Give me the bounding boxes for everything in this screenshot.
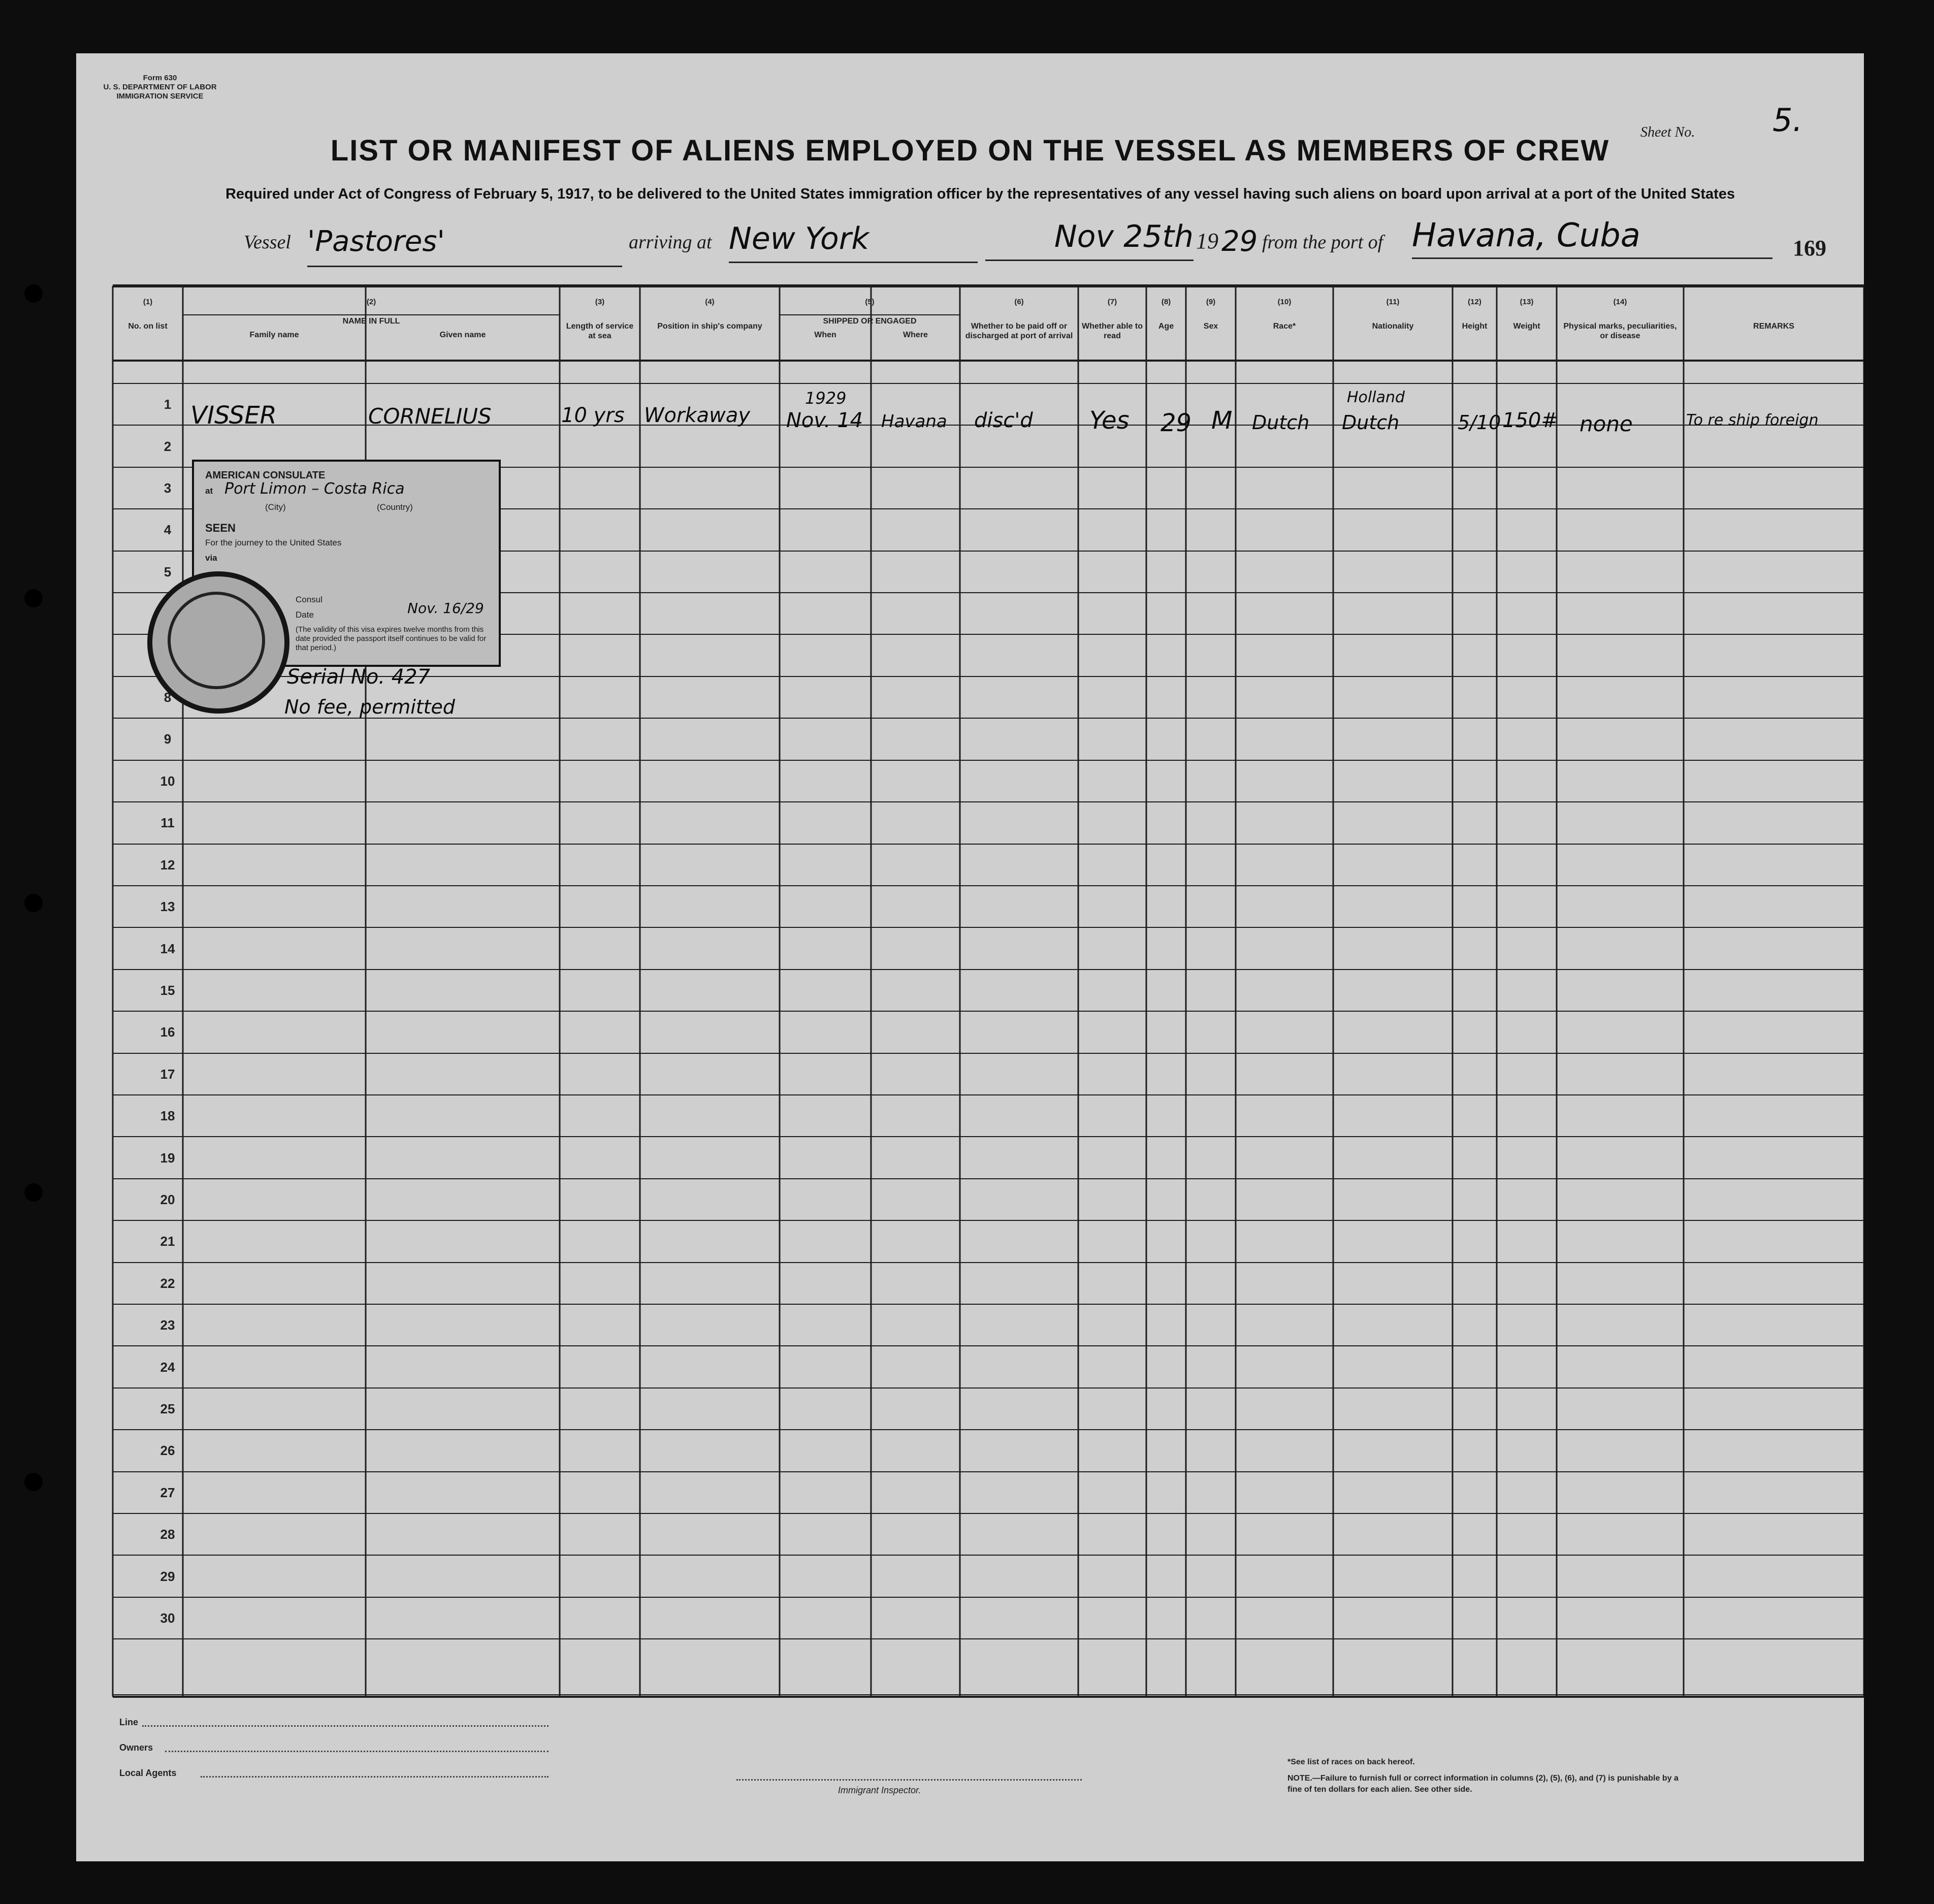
local-agents-field xyxy=(201,1776,549,1778)
column-number: (4) xyxy=(705,298,715,306)
column-number: (9) xyxy=(1206,298,1216,306)
owners-field xyxy=(165,1751,549,1752)
consul-label: Consul xyxy=(296,595,323,604)
row-number: 18 xyxy=(160,1108,175,1123)
via-label: via xyxy=(205,553,217,563)
inspector-field xyxy=(736,1779,1082,1781)
row-number: 24 xyxy=(160,1360,175,1375)
local-agents-label: Local Agents xyxy=(119,1768,177,1778)
column-number: (6) xyxy=(1014,298,1024,306)
sheet-number-value: 5. xyxy=(1772,102,1803,139)
nationality-cell: Dutch xyxy=(1342,411,1400,434)
column-number: (5) xyxy=(865,298,875,306)
consular-seal-icon xyxy=(147,571,289,714)
column-header: Age xyxy=(1158,322,1174,331)
row-number: 29 xyxy=(160,1569,175,1584)
column-number: (14) xyxy=(1613,298,1627,306)
for-journey-line: For the journey to the United States xyxy=(205,538,342,547)
serial-number: Serial No. 427 xyxy=(287,665,431,689)
row-number: 3 xyxy=(164,480,172,496)
column-number: (7) xyxy=(1107,298,1117,306)
column-header: No. on list xyxy=(128,322,168,331)
row-number: 1 xyxy=(164,397,172,412)
form-number: Form 630 xyxy=(143,74,177,82)
column-number: (10) xyxy=(1277,298,1292,306)
service-label: IMMIGRATION SERVICE xyxy=(116,92,204,101)
from-port-label: from the port of xyxy=(1262,232,1383,253)
column-header: Sex xyxy=(1203,322,1218,331)
row-number: 10 xyxy=(160,773,175,789)
binder-hole xyxy=(24,284,43,303)
paid-off-cell: disc'd xyxy=(974,409,1033,432)
column-header: Whether able to read xyxy=(1081,322,1143,340)
arriving-label: arriving at xyxy=(629,232,712,253)
when-year-cell: 1929 xyxy=(805,389,847,408)
page-number: 169 xyxy=(1793,236,1826,261)
row-number: 16 xyxy=(160,1024,175,1040)
column-header: REMARKS xyxy=(1753,322,1794,331)
arrival-date: Nov 25th xyxy=(985,219,1194,261)
stamp-city: Port Limon – Costa Rica xyxy=(224,480,405,498)
column-number: (8) xyxy=(1161,298,1171,306)
seen-label: SEEN xyxy=(205,522,236,534)
row-number: 20 xyxy=(160,1192,175,1207)
weight-cell: 150# xyxy=(1502,409,1558,432)
height-cell: 5/10 xyxy=(1458,411,1501,434)
column-header: Position in ship's company xyxy=(657,322,762,331)
vessel-name: 'Pastores' xyxy=(307,225,622,267)
family-name-cell: VISSER xyxy=(190,401,277,430)
consulate-heading: AMERICAN CONSULATE xyxy=(205,470,326,481)
column-header: Height xyxy=(1462,322,1488,331)
sheet-number-label: Sheet No. xyxy=(1640,124,1695,140)
column-header: Race* xyxy=(1273,322,1296,331)
column-number: (11) xyxy=(1386,298,1400,306)
given-name-cell: CORNELIUS xyxy=(368,404,492,429)
column-header: SHIPPED OR ENGAGED xyxy=(823,317,917,326)
city-label: (City) xyxy=(265,502,286,512)
row-number: 28 xyxy=(160,1527,175,1542)
row-number: 19 xyxy=(160,1150,175,1166)
read-cell: Yes xyxy=(1089,406,1130,435)
row-number: 25 xyxy=(160,1401,175,1416)
column-number: (2) xyxy=(366,298,376,306)
race-cell: Dutch xyxy=(1252,411,1310,434)
binder-hole xyxy=(24,1183,43,1202)
age-cell: 29 xyxy=(1161,409,1192,437)
stamp-date-value: Nov. 16/29 xyxy=(407,600,484,617)
row-number: 30 xyxy=(160,1610,175,1626)
column-header: Nationality xyxy=(1372,322,1414,331)
department-label: U. S. DEPARTMENT OF LABOR xyxy=(103,83,217,91)
column-header: Length of service at sea xyxy=(566,322,634,340)
column-number: (12) xyxy=(1468,298,1481,306)
arrival-port: New York xyxy=(729,221,978,263)
remarks-cell: To re ship foreign xyxy=(1686,411,1819,429)
row-number: 2 xyxy=(164,439,172,454)
country-label: (Country) xyxy=(377,502,413,512)
where-cell: Havana xyxy=(881,411,947,432)
year-suffix: 29 xyxy=(1221,225,1258,258)
line-label: Line xyxy=(119,1717,139,1727)
column-header: Whether to be paid off or discharged at port of arrival xyxy=(965,322,1073,340)
row-number: 9 xyxy=(164,731,172,747)
subcolumn-header-when: When xyxy=(814,331,836,339)
binder-hole xyxy=(24,1473,43,1491)
penalty-note: NOTE.—Failure to furnish full or correct information in columns (2), (5), (6), and (7) is punishable by a fine of ten dollars for each alien. See other side. xyxy=(1287,1774,1679,1794)
inspector-label: Immigrant Inspector. xyxy=(838,1785,921,1795)
when-cell: Nov. 14 xyxy=(786,409,863,432)
row-number: 15 xyxy=(160,983,175,998)
row-number: 27 xyxy=(160,1485,175,1500)
row-number: 17 xyxy=(160,1067,175,1082)
sex-cell: M xyxy=(1211,406,1233,435)
column-header: Weight xyxy=(1513,322,1540,331)
column-header: Physical marks, peculiarities, or disease xyxy=(1563,322,1677,340)
row-number: 5 xyxy=(164,564,172,579)
manifest-sheet xyxy=(76,53,1864,1861)
column-header: NAME IN FULL xyxy=(342,317,400,326)
line-field xyxy=(142,1725,549,1727)
document-title: LIST OR MANIFEST OF ALIENS EMPLOYED ON THE VESSEL AS MEMBERS OF CREW xyxy=(330,134,1610,167)
marks-cell: none xyxy=(1580,411,1633,436)
row-number: 21 xyxy=(160,1234,175,1249)
vessel-label: Vessel xyxy=(244,232,291,253)
service-cell: 10 yrs xyxy=(561,404,625,427)
row-number: 23 xyxy=(160,1317,175,1333)
position-cell: Workaway xyxy=(644,404,751,427)
column-number: (3) xyxy=(595,298,605,306)
validity-note: (The validity of this visa expires twelve months from this date provided the passport itself continues to be valid for that period.) xyxy=(296,625,487,652)
binder-hole xyxy=(24,894,43,912)
at-label: at xyxy=(205,486,213,496)
row-number: 8 xyxy=(164,690,172,705)
subcolumn-header-given: Given name xyxy=(439,331,486,339)
row-number: 22 xyxy=(160,1276,175,1291)
subcolumn-header-family: Family name xyxy=(249,331,299,339)
year-prefix: 19 xyxy=(1196,229,1218,253)
races-footnote: *See list of races on back hereof. xyxy=(1287,1758,1415,1766)
stamp-date-label: Date xyxy=(296,610,314,620)
departure-port: Havana, Cuba xyxy=(1412,217,1772,259)
subcolumn-header-where: Where xyxy=(903,331,928,339)
document-subtitle: Required under Act of Congress of February 5, 1917, to be delivered to the United States immigration officer by the representatives of any vessel having such aliens on board upon arrival at a port of the United States xyxy=(225,186,1735,202)
row-number: 11 xyxy=(160,815,175,830)
column-number: (1) xyxy=(143,298,153,306)
binder-hole xyxy=(24,589,43,607)
nationality-note: Holland xyxy=(1347,389,1405,406)
row-number: 26 xyxy=(160,1443,175,1458)
column-number: (13) xyxy=(1520,298,1534,306)
owners-label: Owners xyxy=(119,1742,153,1753)
row-number: 12 xyxy=(160,857,175,873)
row-number: 13 xyxy=(160,899,175,914)
row-number: 4 xyxy=(164,522,172,537)
row-number: 14 xyxy=(160,941,175,956)
fee-note: No fee, permitted xyxy=(284,696,456,718)
